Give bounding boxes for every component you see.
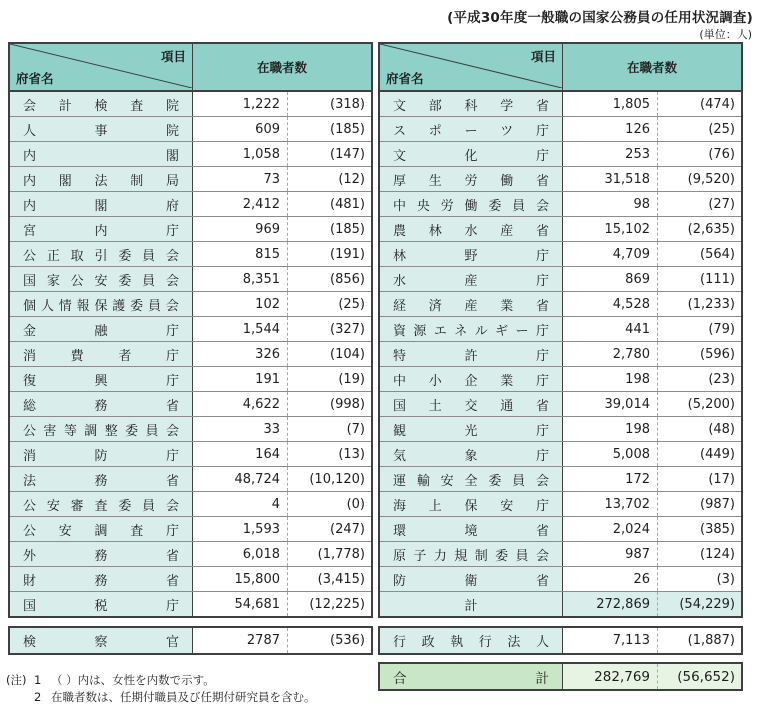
female-count: (1,887) <box>657 628 741 653</box>
table-row <box>380 291 741 316</box>
ministry-name: 特 許 庁 <box>380 342 563 366</box>
female-count: (147) <box>287 142 371 166</box>
female-count: (76) <box>657 142 741 166</box>
female-count: (17) <box>657 467 741 491</box>
female-count: (998) <box>287 392 371 416</box>
ministry-name: 原 子 力 規 制 委 員 会 <box>380 542 563 566</box>
employee-count: 198 <box>563 417 657 441</box>
table-row <box>10 628 371 653</box>
ministry-name: 公 正 取 引 委 員 会 <box>10 242 193 266</box>
female-count: (564) <box>657 242 741 266</box>
prosecutors-box <box>8 626 373 655</box>
table-row <box>10 241 371 266</box>
note-text: （ ）内は、女性を内数で示す。 <box>51 673 215 687</box>
ministry-name: 水 産 庁 <box>380 267 563 291</box>
note-prefix: (注) <box>6 673 27 687</box>
female-count: (3,415) <box>287 567 371 591</box>
ministry-name: 行 政 執 行 法 人 <box>380 628 563 653</box>
ministry-name: 林 野 庁 <box>380 242 563 266</box>
table-row <box>10 341 371 366</box>
ministry-name: 公 安 調 査 庁 <box>10 517 193 541</box>
female-count: (27) <box>657 192 741 216</box>
employee-count: 39,014 <box>563 392 657 416</box>
female-count: (48) <box>657 417 741 441</box>
table-row <box>10 116 371 141</box>
employee-count: 13,702 <box>563 492 657 516</box>
ministry-name: 資 源 エ ネ ル ギ ー 庁 <box>380 317 563 341</box>
female-count: (449) <box>657 442 741 466</box>
ministry-name: 復 興 庁 <box>10 367 193 391</box>
female-count: (54,229) <box>657 592 741 616</box>
employee-count: 98 <box>563 192 657 216</box>
female-count: (104) <box>287 342 371 366</box>
table-row <box>380 141 741 166</box>
employee-count: 1,805 <box>563 92 657 116</box>
employee-count: 1,544 <box>193 317 287 341</box>
table-row <box>10 491 371 516</box>
ministry-name: 会 計 検 査 院 <box>10 92 193 116</box>
female-count: (7) <box>287 417 371 441</box>
employee-count: 4,709 <box>563 242 657 266</box>
employee-count: 441 <box>563 317 657 341</box>
ministry-name: 国 土 交 通 省 <box>380 392 563 416</box>
ministry-name: 法 務 省 <box>10 467 193 491</box>
table-box <box>8 42 373 618</box>
ministry-name: 計 <box>380 592 563 616</box>
table-row <box>380 366 741 391</box>
table-row <box>380 491 741 516</box>
ministry-name: 消 費 者 庁 <box>10 342 193 366</box>
header-item-label: 項目 <box>530 49 556 64</box>
employee-count: 2,780 <box>563 342 657 366</box>
table-row <box>10 141 371 166</box>
employee-count: 54,681 <box>193 592 287 616</box>
table-row <box>10 291 371 316</box>
table-row <box>10 316 371 341</box>
tables-area <box>8 42 743 691</box>
employee-count: 164 <box>193 442 287 466</box>
ministry-name: 文 化 庁 <box>380 142 563 166</box>
ministry-name: 文 部 科 学 省 <box>380 92 563 116</box>
employee-count: 1,222 <box>193 92 287 116</box>
ministry-name: 国 家 公 安 委 員 会 <box>10 267 193 291</box>
employee-count: 987 <box>563 542 657 566</box>
employee-count: 2,412 <box>193 192 287 216</box>
administrative-agency-box <box>378 626 743 655</box>
ministry-name: 気 象 庁 <box>380 442 563 466</box>
employee-count: 33 <box>193 417 287 441</box>
table-row <box>380 541 741 566</box>
table-row <box>10 92 371 116</box>
table-row <box>10 416 371 441</box>
employee-count: 198 <box>563 367 657 391</box>
table-row <box>10 391 371 416</box>
table-row <box>380 92 741 116</box>
header-ministry-label: 府省名 <box>386 71 424 86</box>
ministry-name: 合 計 <box>380 664 563 689</box>
table-row <box>10 466 371 491</box>
ministry-name: 人 事 院 <box>10 117 193 141</box>
employee-count: 7,113 <box>563 628 657 653</box>
note-prefix <box>6 689 34 706</box>
table-row <box>10 366 371 391</box>
female-count: (185) <box>287 217 371 241</box>
table-row <box>380 664 741 689</box>
table-row <box>10 441 371 466</box>
table-row <box>10 216 371 241</box>
ministry-name: 農 林 水 産 省 <box>380 217 563 241</box>
table-row <box>380 628 741 653</box>
employee-count: 272,869 <box>563 592 657 616</box>
ministry-name: 金 融 庁 <box>10 317 193 341</box>
header-ministry-label: 府省名 <box>16 71 54 86</box>
employee-count: 326 <box>193 342 287 366</box>
female-count: (856) <box>287 267 371 291</box>
ministry-name: 観 光 庁 <box>380 417 563 441</box>
table-row <box>380 241 741 266</box>
ministry-name: ス ポ ー ツ 庁 <box>380 117 563 141</box>
employee-count: 31,518 <box>563 167 657 191</box>
note-line <box>6 672 316 689</box>
ministry-name: 運 輸 安 全 委 員 会 <box>380 467 563 491</box>
employee-count: 15,800 <box>193 567 287 591</box>
employee-count: 2787 <box>193 628 287 653</box>
ministry-name: 検 察 官 <box>10 628 193 653</box>
employee-count: 2,024 <box>563 517 657 541</box>
female-count: (327) <box>287 317 371 341</box>
header-diagonal-cell <box>380 44 563 90</box>
female-count: (481) <box>287 192 371 216</box>
employee-count: 26 <box>563 567 657 591</box>
header-employees-label: 在職者数 <box>256 60 307 75</box>
female-count: (13) <box>287 442 371 466</box>
employee-count: 172 <box>563 467 657 491</box>
table-row <box>380 441 741 466</box>
header-item-label: 項目 <box>160 49 186 64</box>
ministry-name: 防 衛 省 <box>380 567 563 591</box>
note-number: 2 <box>34 689 42 704</box>
female-count: (79) <box>657 317 741 341</box>
note-number: 1 <box>34 673 42 687</box>
female-count: (536) <box>287 628 371 653</box>
staffing-table-left <box>8 42 373 691</box>
note-text: 在職者数は、任期付職員及び任期付研究員を含む。 <box>51 689 316 704</box>
table-row <box>380 466 741 491</box>
employee-count: 5,008 <box>563 442 657 466</box>
grand-total-box <box>378 662 743 691</box>
table-body <box>380 92 741 616</box>
female-count: (596) <box>657 342 741 366</box>
female-count: (385) <box>657 517 741 541</box>
female-count: (12,225) <box>287 592 371 616</box>
notes <box>6 672 316 705</box>
table-box <box>378 42 743 618</box>
employee-count: 8,351 <box>193 267 287 291</box>
table-row <box>10 191 371 216</box>
female-count: (111) <box>657 267 741 291</box>
employee-count: 126 <box>563 117 657 141</box>
employee-count: 102 <box>193 292 287 316</box>
ministry-name: 個 人 情 報 保 護 委 員 会 <box>10 292 193 316</box>
female-count: (25) <box>287 292 371 316</box>
employee-count: 609 <box>193 117 287 141</box>
employee-count: 1,593 <box>193 517 287 541</box>
employee-count: 969 <box>193 217 287 241</box>
unit-label: (単位：人) <box>699 28 752 41</box>
employee-count: 6,018 <box>193 542 287 566</box>
female-count: (23) <box>657 367 741 391</box>
ministry-name: 外 務 省 <box>10 542 193 566</box>
female-count: (3) <box>657 567 741 591</box>
employee-count: 73 <box>193 167 287 191</box>
header-diagonal-cell <box>10 44 193 90</box>
table-row <box>380 591 741 616</box>
ministry-name: 内 閣 法 制 局 <box>10 167 193 191</box>
header-employees-label: 在職者数 <box>626 60 677 75</box>
ministry-name: 海 上 保 安 庁 <box>380 492 563 516</box>
page-title: (平成30年度一般職の国家公務員の任用状況調査) <box>447 10 753 26</box>
table-row <box>380 216 741 241</box>
ministry-name: 消 防 庁 <box>10 442 193 466</box>
ministry-name: 経 済 産 業 省 <box>380 292 563 316</box>
female-count: (124) <box>657 542 741 566</box>
ministry-name: 内 閣 府 <box>10 192 193 216</box>
ministry-name: 厚 生 労 働 省 <box>380 167 563 191</box>
female-count: (19) <box>287 367 371 391</box>
table-row <box>10 516 371 541</box>
ministry-name: 公 安 審 査 委 員 会 <box>10 492 193 516</box>
female-count: (1,778) <box>287 542 371 566</box>
female-count: (2,635) <box>657 217 741 241</box>
employee-count: 815 <box>193 242 287 266</box>
female-count: (1,233) <box>657 292 741 316</box>
staffing-table-right <box>378 42 743 691</box>
table-row <box>380 416 741 441</box>
female-count: (987) <box>657 492 741 516</box>
employee-count: 4,622 <box>193 392 287 416</box>
ministry-name: 財 務 省 <box>10 567 193 591</box>
ministry-name: 国 税 庁 <box>10 592 193 616</box>
table-header <box>380 44 741 92</box>
table-row <box>380 116 741 141</box>
employee-count: 869 <box>563 267 657 291</box>
table-row <box>380 566 741 591</box>
female-count: (12) <box>287 167 371 191</box>
employee-count: 253 <box>563 142 657 166</box>
female-count: (185) <box>287 117 371 141</box>
ministry-name: 総 務 省 <box>10 392 193 416</box>
employee-count: 4,528 <box>563 292 657 316</box>
female-count: (9,520) <box>657 167 741 191</box>
female-count: (247) <box>287 517 371 541</box>
table-row <box>10 566 371 591</box>
table-row <box>380 166 741 191</box>
table-row <box>10 591 371 616</box>
table-body <box>10 92 371 616</box>
female-count: (5,200) <box>657 392 741 416</box>
table-row <box>380 316 741 341</box>
table-row <box>10 166 371 191</box>
employee-count: 282,769 <box>563 664 657 689</box>
table-row <box>380 516 741 541</box>
table-row <box>380 391 741 416</box>
table-row <box>10 266 371 291</box>
ministry-name: 環 境 省 <box>380 517 563 541</box>
female-count: (474) <box>657 92 741 116</box>
female-count: (25) <box>657 117 741 141</box>
employee-count: 15,102 <box>563 217 657 241</box>
employee-count: 1,058 <box>193 142 287 166</box>
employee-count: 48,724 <box>193 467 287 491</box>
note-line <box>6 689 316 706</box>
ministry-name: 中 小 企 業 庁 <box>380 367 563 391</box>
ministry-name: 宮 内 庁 <box>10 217 193 241</box>
ministry-name: 内 閣 <box>10 142 193 166</box>
employee-count: 191 <box>193 367 287 391</box>
female-count: (318) <box>287 92 371 116</box>
table-header <box>10 44 371 92</box>
table-row <box>10 541 371 566</box>
employee-count: 4 <box>193 492 287 516</box>
ministry-name: 公 害 等 調 整 委 員 会 <box>10 417 193 441</box>
female-count: (191) <box>287 242 371 266</box>
table-row <box>380 341 741 366</box>
female-count: (10,120) <box>287 467 371 491</box>
table-row <box>380 191 741 216</box>
ministry-name: 中 央 労 働 委 員 会 <box>380 192 563 216</box>
female-count: (56,652) <box>657 664 741 689</box>
female-count: (0) <box>287 492 371 516</box>
table-row <box>380 266 741 291</box>
